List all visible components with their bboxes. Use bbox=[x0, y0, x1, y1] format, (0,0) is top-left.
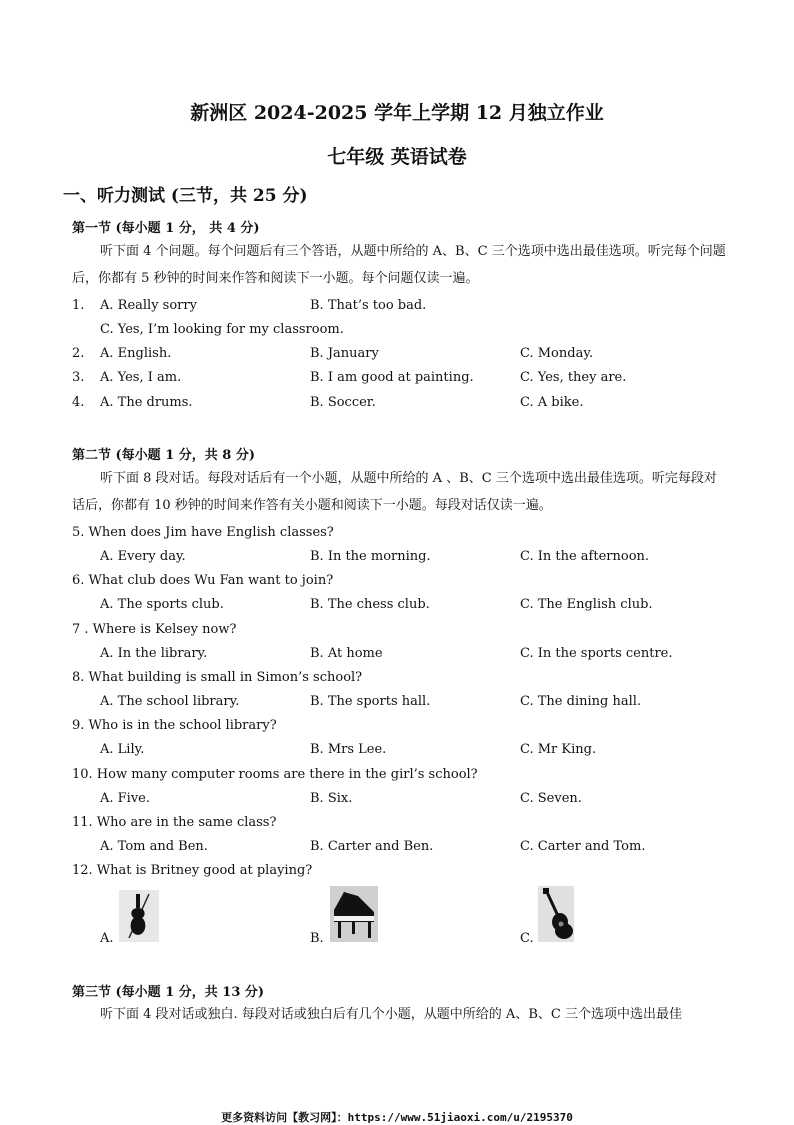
q11-option-b: B. Carter and Ben. bbox=[310, 839, 434, 854]
part1-heading: 第一节 (每小题 1 分， 共 4 分) bbox=[72, 221, 260, 236]
q8-question: 8. What building is small in Simon’s school? bbox=[72, 670, 363, 685]
q2-option-b: B. January bbox=[310, 346, 379, 361]
q10-option-c: C. Seven. bbox=[520, 791, 582, 806]
q8-option-a: A. The school library. bbox=[100, 694, 240, 709]
q6-option-b: B. The chess club. bbox=[310, 597, 430, 612]
q7-option-b: B. At home bbox=[310, 646, 383, 661]
q6-option-a: A. The sports club. bbox=[100, 597, 224, 612]
part3-heading: 第三节 (每小题 1 分，共 13 分) bbox=[72, 985, 265, 1000]
q12-option-b: B. bbox=[310, 931, 324, 946]
q1-option-a: A. Really sorry bbox=[100, 298, 197, 313]
part2-instructions: 听下面 8 段对话。每段对话后有一个小题，从题中所给的 A 、B、C 三个选项中选出最佳选项。听完每段对话后，你都有 10 秒钟的时间来作答有关小题和阅读下一小题。每段对话仅读一遍。 bbox=[72, 471, 717, 513]
piano-icon bbox=[330, 886, 378, 942]
q10-option-b: B. Six. bbox=[310, 791, 353, 806]
part3-instructions: 听下面 4 段对话或独白. 每段对话或独白后有几个小题，从题中所给的 A、B、C 三个选项中选出最佳 bbox=[100, 1007, 682, 1022]
part1-instructions: 听下面 4 个问题。每个问题后有三个答语，从题中所给的 A、B、C 三个选项中选出最佳选项。听完每个问题后，你都有 5 秒钟的时间来作答和阅读下一小题。每个问题仅读一遍。 bbox=[72, 244, 726, 286]
q9-option-b: B. Mrs Lee. bbox=[310, 742, 387, 757]
q4-option-a: A. The drums. bbox=[100, 395, 193, 410]
q5-option-c: C. In the afternoon. bbox=[520, 549, 650, 564]
footer-link[interactable]: 更多资料访问【教习网】：https://www.51jiaoxi.com/u/2195370 bbox=[221, 1111, 573, 1124]
guitar-icon bbox=[538, 886, 574, 942]
q12-option-a: A. bbox=[100, 931, 114, 946]
q9-option-c: C. Mr King. bbox=[520, 742, 597, 757]
q6-question: 6. What club does Wu Fan want to join? bbox=[72, 573, 334, 588]
q4-number: 4. bbox=[72, 395, 85, 410]
section-heading-listening: 一、听力测试 (三节，共 25 分) bbox=[63, 186, 308, 206]
part2-heading: 第二节 (每小题 1 分，共 8 分) bbox=[72, 448, 256, 463]
q2-option-c: C. Monday. bbox=[520, 346, 594, 361]
q5-option-b: B. In the morning. bbox=[310, 549, 431, 564]
q5-option-a: A. Every day. bbox=[100, 549, 186, 564]
q1-option-b: B. That’s too bad. bbox=[310, 298, 427, 313]
q1-option-c: C. Yes, I’m looking for my classroom. bbox=[100, 322, 344, 337]
q7-option-a: A. In the library. bbox=[100, 646, 208, 661]
q11-option-a: A. Tom and Ben. bbox=[100, 839, 208, 854]
q11-option-c: C. Carter and Tom. bbox=[520, 839, 646, 854]
q2-number: 2. bbox=[72, 346, 85, 361]
q3-number: 3. bbox=[72, 370, 85, 385]
q12-option-c: C. bbox=[520, 931, 534, 946]
q9-question: 9. Who is in the school library? bbox=[72, 718, 277, 733]
violin-icon bbox=[119, 890, 159, 942]
q10-question: 10. How many computer rooms are there in the girl’s school? bbox=[72, 767, 478, 782]
q3-option-c: C. Yes, they are. bbox=[520, 370, 627, 385]
q5-question: 5. When does Jim have English classes? bbox=[72, 525, 334, 540]
document-subtitle: 七年级 英语试卷 bbox=[327, 146, 467, 168]
q3-option-b: B. I am good at painting. bbox=[310, 370, 474, 385]
q6-option-c: C. The English club. bbox=[520, 597, 653, 612]
q10-option-a: A. Five. bbox=[100, 791, 151, 806]
q7-option-c: C. In the sports centre. bbox=[520, 646, 673, 661]
q8-option-b: B. The sports hall. bbox=[310, 694, 431, 709]
q4-option-c: C. A bike. bbox=[520, 395, 584, 410]
q7-question: 7 . Where is Kelsey now? bbox=[72, 622, 237, 637]
q3-option-a: A. Yes, I am. bbox=[100, 370, 182, 385]
q4-option-b: B. Soccer. bbox=[310, 395, 376, 410]
q12-question: 12. What is Britney good at playing? bbox=[72, 863, 313, 878]
q9-option-a: A. Lily. bbox=[100, 742, 145, 757]
q8-option-c: C. The dining hall. bbox=[520, 694, 642, 709]
q2-option-a: A. English. bbox=[100, 346, 172, 361]
q11-question: 11. Who are in the same class? bbox=[72, 815, 277, 830]
q1-number: 1. bbox=[72, 298, 85, 313]
document-title: 新洲区 2024-2025 学年上学期 12 月独立作业 bbox=[190, 102, 604, 124]
